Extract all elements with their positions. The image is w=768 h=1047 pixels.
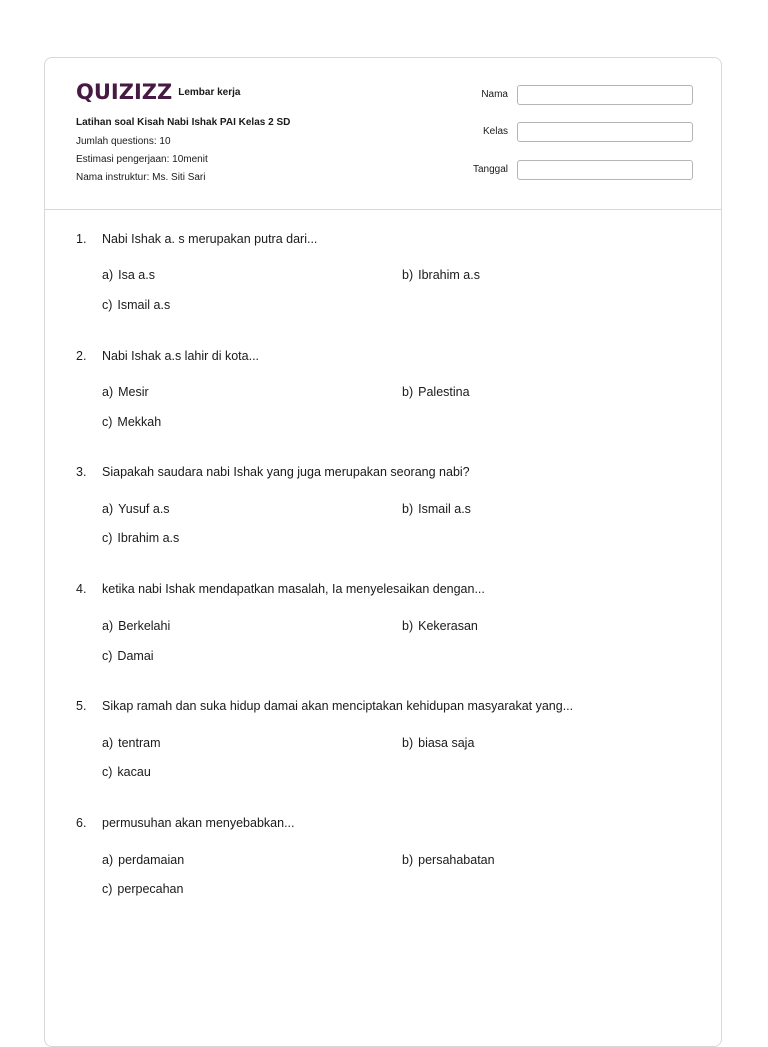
question-number: 5.: [76, 699, 87, 713]
question-text: Nabi Ishak a. s merupakan putra dari...: [102, 232, 318, 246]
question-1: [76, 232, 696, 312]
worksheet-title: Latihan soal Kisah Nabi Ishak PAI Kelas 2 SD: [76, 117, 291, 128]
question-text: Siapakah saudara nabi Ishak yang juga merupakan seorang nabi?: [102, 465, 470, 479]
date-label: Tanggal: [472, 164, 508, 175]
question-4: [76, 582, 696, 663]
option-a: a) Yusuf a.s: [102, 502, 170, 516]
question-text: permusuhan akan menyebabkan...: [102, 816, 295, 830]
worksheet-page: [44, 57, 722, 1047]
option-a: a) tentram: [102, 736, 161, 750]
option-b: b) Ibrahim a.s: [402, 268, 480, 282]
question-count: Jumlah questions: 10: [76, 136, 171, 147]
option-c: c) Damai: [102, 649, 154, 663]
quizizz-logo: QUIZIZZ: [76, 80, 173, 104]
question-number: 2.: [76, 349, 87, 363]
option-c: c) perpecahan: [102, 882, 184, 896]
option-c: c) Ismail a.s: [102, 298, 171, 312]
option-c: c) Ibrahim a.s: [102, 531, 180, 545]
option-b: b) Palestina: [402, 385, 470, 399]
date-field[interactable]: [517, 160, 693, 180]
option-a: a) perdamaian: [102, 853, 185, 867]
option-c: c) kacau: [102, 765, 151, 779]
question-text: Nabi Ishak a.s lahir di kota...: [102, 349, 260, 363]
question-number: 1.: [76, 232, 87, 246]
class-field[interactable]: [517, 122, 693, 142]
name-field[interactable]: [517, 85, 693, 105]
option-a: a) Isa a.s: [102, 268, 155, 282]
question-6: [76, 816, 696, 896]
question-number: 4.: [76, 582, 87, 596]
question-number: 6.: [76, 816, 87, 830]
instructor-name: Nama instruktur: Ms. Siti Sari: [76, 172, 206, 183]
name-label: Nama: [481, 89, 508, 100]
option-a: a) Mesir: [102, 385, 149, 399]
sheet-kind-label: Lembar kerja: [178, 86, 241, 98]
option-b: b) persahabatan: [402, 853, 495, 867]
question-3: [76, 465, 696, 545]
option-b: b) Kekerasan: [402, 619, 478, 633]
question-5: [76, 699, 696, 779]
question-text: ketika nabi Ishak mendapatkan masalah, Ia menyelesaikan dengan...: [102, 582, 485, 596]
option-b: b) Ismail a.s: [402, 502, 471, 516]
question-text: Sikap ramah dan suka hidup damai akan menciptakan kehidupan masyarakat yang...: [102, 699, 574, 713]
option-c: c) Mekkah: [102, 415, 162, 429]
question-2: [76, 349, 696, 429]
option-b: b) biasa saja: [402, 736, 475, 750]
brand-row: [76, 80, 240, 104]
worksheet-header: [45, 58, 721, 210]
question-number: 3.: [76, 465, 87, 479]
time-estimate: Estimasi pengerjaan: 10menit: [76, 154, 208, 165]
option-a: a) Berkelahi: [102, 619, 171, 633]
class-label: Kelas: [482, 126, 508, 137]
